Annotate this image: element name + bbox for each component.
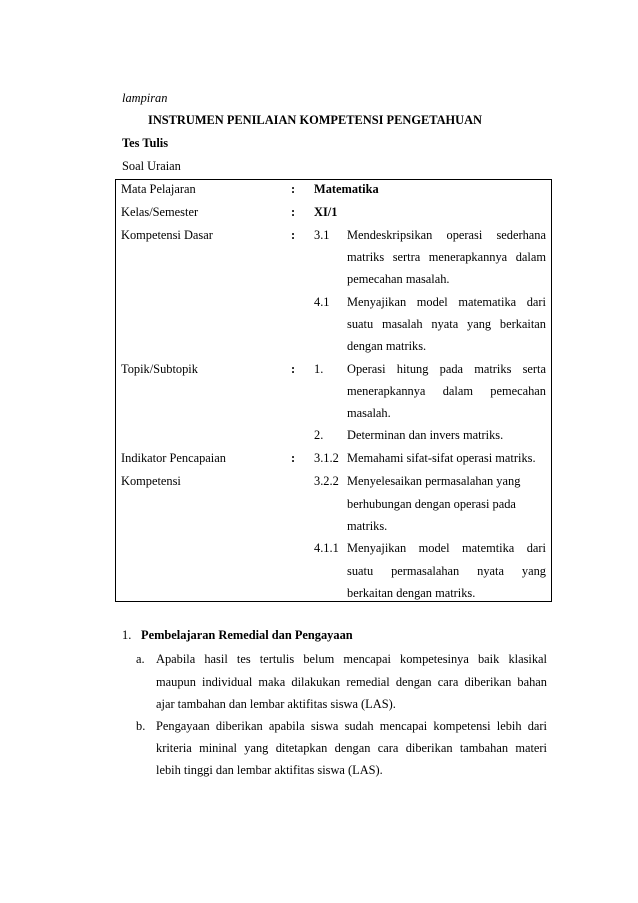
indikator-number: 3.1.2 bbox=[314, 451, 339, 465]
item-line: Apabila hasil tes tertulis belum mencapai kompetesinya baik klasikal bbox=[156, 652, 547, 666]
kd-line: matriks sertra menerapkannya dalam bbox=[347, 250, 546, 264]
item-letter: b. bbox=[136, 719, 146, 733]
indikator-label: Indikator Pencapaian bbox=[121, 451, 226, 465]
kd-number: 4.1 bbox=[314, 295, 330, 309]
indikator-line: Menyelesaikan permasalahan yang bbox=[347, 474, 521, 488]
colon: : bbox=[291, 228, 296, 242]
indikator-line: Memahami sifat-sifat operasi matriks. bbox=[347, 451, 536, 465]
topik-number: 2. bbox=[314, 428, 324, 442]
kd-label: Kompetensi Dasar bbox=[121, 228, 213, 242]
topik-line: Determinan dan invers matriks. bbox=[347, 428, 504, 442]
item-line: Pengayaan diberikan apabila siswa sudah mencapai kompetensi lebih dari bbox=[156, 719, 547, 733]
item-letter: a. bbox=[136, 652, 145, 666]
colon: : bbox=[291, 362, 296, 376]
mata-pelajaran-label: Mata Pelajaran bbox=[121, 182, 196, 196]
indikator-line: Menyajikan model matemtika dari bbox=[347, 541, 546, 555]
indikator-number: 3.2.2 bbox=[314, 474, 339, 488]
lampiran-label: lampiran bbox=[122, 91, 168, 105]
kd-number: 3.1 bbox=[314, 228, 330, 242]
indikator-line: matriks. bbox=[347, 519, 388, 533]
kd-line: Menyajikan model matematika dari bbox=[347, 295, 546, 309]
section-number: 1. bbox=[122, 628, 132, 642]
section-title: Pembelajaran Remedial dan Pengayaan bbox=[141, 628, 353, 642]
kelas-value: XI/1 bbox=[314, 205, 338, 219]
topik-label: Topik/Subtopik bbox=[121, 362, 198, 376]
kelas-label: Kelas/Semester bbox=[121, 205, 199, 219]
test-type: Tes Tulis bbox=[122, 136, 169, 150]
item-line: ajar tambahan dan lembar aktifitas siswa (LAS). bbox=[156, 697, 396, 711]
indikator-line: suatu permasalahan nyata yang bbox=[347, 564, 546, 578]
topik-line: menerapkannya dalam pemecahan bbox=[347, 384, 546, 398]
kd-line: Mendeskripsikan operasi sederhana bbox=[347, 228, 546, 242]
kd-line: dengan matriks. bbox=[347, 339, 427, 353]
item-line: lebih tinggi dan lembar aktifitas siswa (LAS). bbox=[156, 763, 383, 777]
colon: : bbox=[291, 182, 296, 196]
indikator-line: berhubungan dengan operasi pada bbox=[347, 497, 516, 511]
topik-line: Operasi hitung pada matriks serta bbox=[347, 362, 546, 376]
topik-line: masalah. bbox=[347, 406, 391, 420]
kd-line: pemecahan masalah. bbox=[347, 272, 450, 286]
item-line: maupun individual maka dilakukan remedial dengan cara diberikan bahan bbox=[156, 675, 547, 689]
question-type: Soal Uraian bbox=[122, 159, 181, 173]
mata-pelajaran-value: Matematika bbox=[314, 182, 379, 196]
topik-number: 1. bbox=[314, 362, 324, 376]
indikator-number: 4.1.1 bbox=[314, 541, 339, 555]
colon: : bbox=[291, 205, 296, 219]
document-title: INSTRUMEN PENILAIAN KOMPETENSI PENGETAHUAN bbox=[148, 113, 483, 127]
indikator-label: Kompetensi bbox=[121, 474, 181, 488]
kd-line: suatu masalah nyata yang berkaitan bbox=[347, 317, 546, 331]
indikator-line: berkaitan dengan matriks. bbox=[347, 586, 476, 600]
colon: : bbox=[291, 451, 296, 465]
item-line: kriteria mininal yang ditetapkan dengan cara diberikan tambahan materi bbox=[156, 741, 547, 755]
